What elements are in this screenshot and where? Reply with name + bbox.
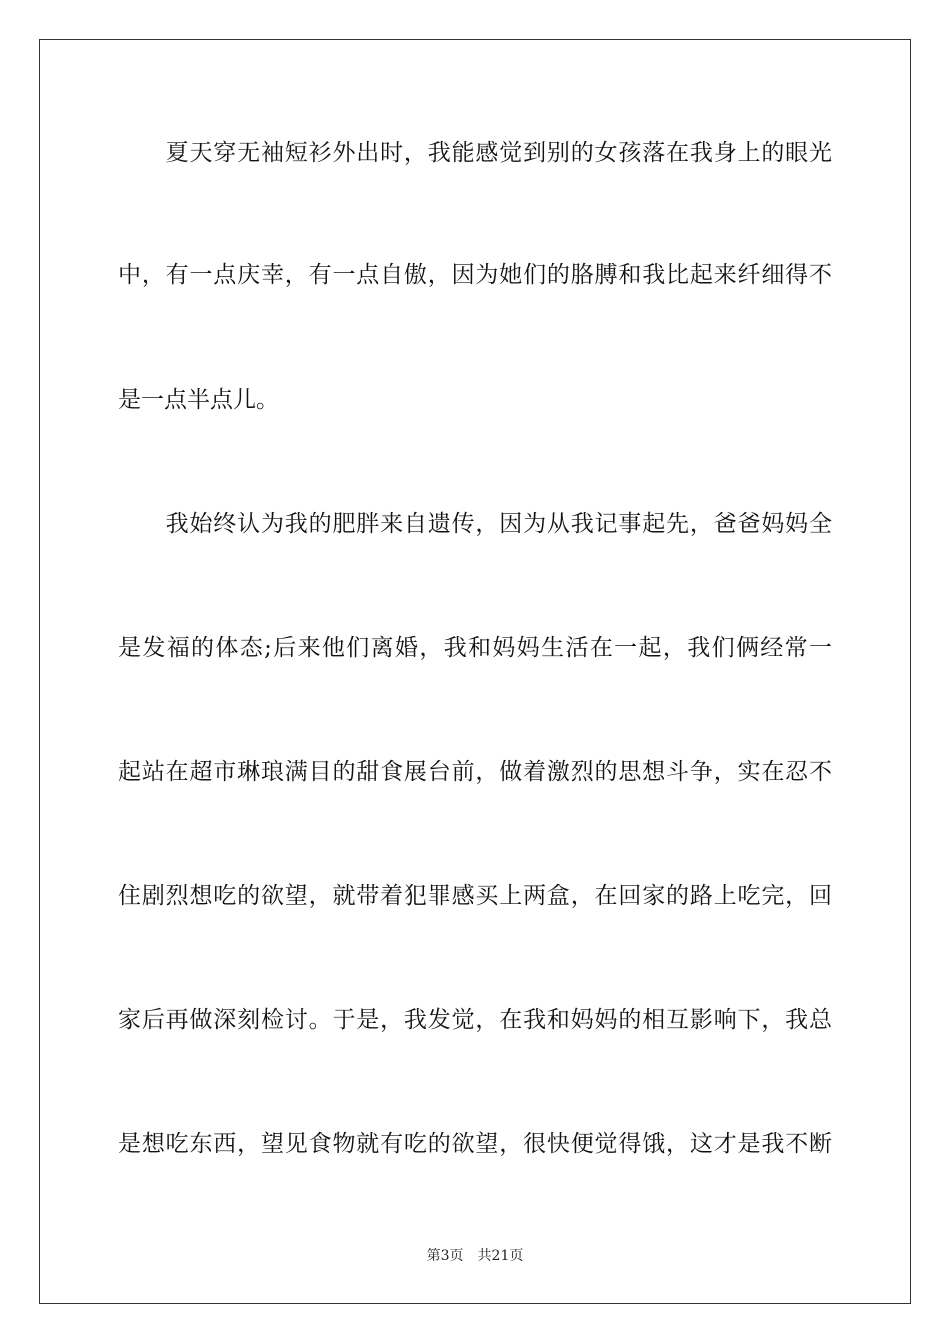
text-line-1: 夏天穿无袖短衫外出时，我能感觉到别的女孩落在我身上的眼光 xyxy=(118,140,832,166)
text-line-8: 家后再做深刻检讨。于是，我发觉，在我和妈妈的相互影响下，我总 xyxy=(118,1007,832,1033)
page-border xyxy=(39,39,911,1304)
text-line-2: 中，有一点庆幸，有一点自傲，因为她们的胳膊和我比起来纤细得不 xyxy=(118,262,832,288)
text-line-5: 是发福的体态;后来他们离婚，我和妈妈生活在一起，我们俩经常一 xyxy=(118,635,832,661)
text-line-9: 是想吃东西，望见食物就有吃的欲望，很快便觉得饿，这才是我不断 xyxy=(118,1131,832,1157)
text-line-4: 我始终认为我的肥胖来自遗传，因为从我记事起先，爸爸妈妈全 xyxy=(118,511,832,537)
page-footer xyxy=(0,1246,950,1266)
page-number: 第3页 xyxy=(426,1248,464,1264)
page-total: 共21页 xyxy=(477,1248,524,1264)
text-line-7: 住剧烈想吃的欲望，就带着犯罪感买上两盒，在回家的路上吃完，回 xyxy=(118,883,832,909)
text-line-6: 起站在超市琳琅满目的甜食展台前，做着激烈的思想斗争，实在忍不 xyxy=(118,759,832,785)
text-line-3: 是一点半点儿。 xyxy=(118,387,279,413)
